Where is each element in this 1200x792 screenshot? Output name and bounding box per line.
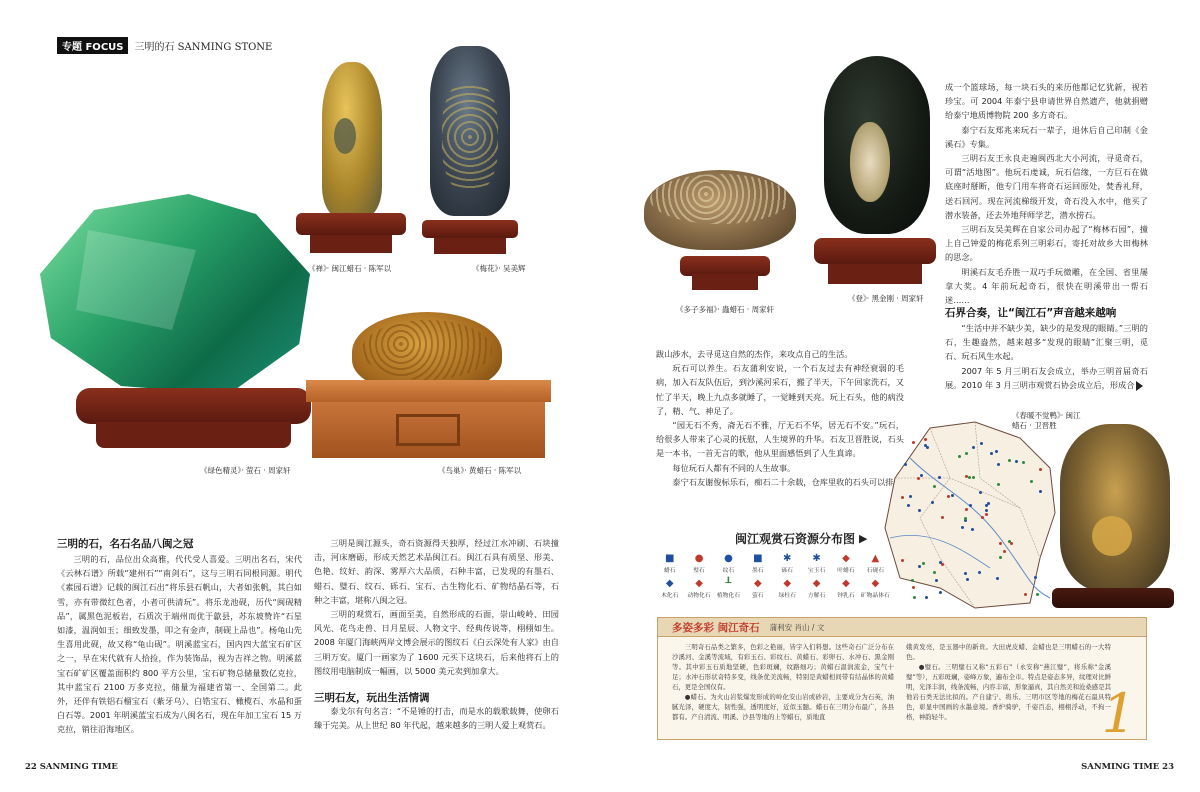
legend-label: 木化石 (660, 593, 679, 599)
legend-item (714, 553, 743, 574)
map-marker-icon (1039, 468, 1042, 471)
stone-lvse-image (36, 190, 316, 460)
map-marker-icon (999, 556, 1002, 559)
legend-label: 墨石 (752, 568, 764, 574)
legend-item (655, 553, 684, 574)
paragraph: ●璧石。三明璧石又称“五彩石”（永安称“燕江璧”，将乐称“金溪璧”等），五彩斑斓，姿峰万象，遍布全市。特点是姿态多异，纹理对比鲜明，光泽丰润，线条流畅，内容丰富，形象逼真，其自然美和沧桑感是其他岩石类无法比拟的。产自建宁、将乐、三明市区等地的梅花石最具特色，彰显中国画的水墨意境。香炉骑驴，千姿百态，栩栩浮动，不拘一格，神韵轻牛。 (906, 663, 1111, 721)
map-marker-icon (938, 476, 941, 479)
legend-symbol-icon: ▲ (871, 553, 880, 564)
map-marker-icon (918, 509, 921, 512)
legend-symbol-icon: ■ (664, 553, 675, 564)
legend-symbol-icon: ■ (753, 553, 763, 564)
map-marker-icon (917, 477, 920, 480)
map-marker-icon (1015, 460, 1018, 463)
map-title-arrow-icon: ▶ (859, 532, 868, 545)
footer-right: SANMING TIME 23 (1081, 762, 1174, 772)
map-marker-icon (1039, 490, 1042, 493)
map-marker-icon (912, 586, 915, 589)
sidebar-article-col1 (672, 642, 894, 722)
legend-label: 植物化石 (716, 593, 741, 599)
map-marker-icon (920, 474, 923, 477)
map-marker-icon (999, 542, 1002, 545)
legend-label: 蜡石 (663, 568, 676, 574)
map-marker-icon (1022, 461, 1025, 464)
left-column-2 (314, 536, 559, 678)
caption-duozi: 《多子多福》· 蟲蜡石 · 周家轩 (676, 305, 775, 314)
map-marker-icon (1010, 542, 1013, 545)
legend-item (861, 553, 890, 574)
legend-item (773, 578, 802, 599)
caption-lvse: 《绿色精灵》· 萤石 · 周家轩 (200, 466, 291, 475)
map-marker-icon (901, 496, 904, 499)
map-marker-icon (987, 502, 990, 505)
map-marker-icon (925, 596, 928, 599)
map-title-text: 闽江观赏石资源分布图 (735, 532, 856, 546)
map-marker-icon (965, 508, 968, 511)
map-marker-icon (933, 485, 936, 488)
legend-label: 璧石 (693, 568, 705, 574)
map-marker-icon (972, 476, 975, 479)
paragraph: 三明奇石品类之繁多，色彩之艳丽，皆宇入们料想。这些奇石广泛分布在沙溪河、金溪等流域，有彩玉石、彩纹石、黄蜡石、彩卵石、水冲石、黑金刚等。其中彩玉石质地坚硬，色彩斑斓，纹路细巧；黄蜡石温润流金，宝气十足；水冲石形状奇特多变，线条优美流畅，特别是黄蜡相间带有结晶体的黄蜡石，更是全国仅有。 (672, 643, 894, 691)
legend-item (743, 553, 772, 574)
legend-label: 钟乳石 (837, 593, 855, 599)
paragraph: 三明石友王永良走遍闽西北大小河流，寻觅奇石，可谓“活地图”。他玩石虔诚，玩石信缘，一方巨石在做底座时掰断，他专门用车将奇石运回原处，焚香礼拜，送石回河。现在河流梯级开发，奇石没入水中，他买了潜水装备，还去外地拜师学艺，潜水捞石。 (945, 153, 1148, 220)
map-marker-icon (978, 571, 981, 574)
legend-symbol-icon: ● (724, 553, 733, 564)
map-marker-icon (939, 561, 942, 564)
paragraph: 明溪石友毛乔胜一双巧手玩微雕，在全国、省里屡拿大奖。4 年前玩起奇石，很快在明溪带出一帮石迷…… (945, 266, 1148, 306)
caption-deng: 《登》· 黑金刚 · 周家轩 (848, 294, 924, 303)
map-marker-icon (980, 442, 983, 445)
map-marker-icon (935, 579, 938, 582)
legend-symbol-icon: ● (694, 553, 704, 564)
paragraph: 三明石友吴美辉在自家公司办起了“梅林石园”，撞上自己钟爱的梅花系列三明彩石，寄托对故乡大田梅林的思念。 (945, 224, 1148, 263)
map-marker-icon (997, 463, 1000, 466)
map-marker-icon (985, 509, 988, 512)
map-marker-icon (966, 578, 969, 581)
legend-label: 方解石 (807, 593, 826, 599)
legend-symbol-icon: ✱ (782, 553, 792, 564)
section-title: 三明的石 SANMING STONE (134, 41, 273, 53)
paragraph: 每位玩石人都有不同的人生故事。 (672, 462, 796, 473)
continue-arrow-icon (1136, 381, 1143, 391)
legend-item (655, 578, 684, 599)
legend-label: 绿柱石 (778, 593, 796, 599)
map-marker-icon (913, 596, 916, 599)
legend-label: 动物化石 (687, 593, 711, 599)
footer-left: 22 SANMING TIME (25, 762, 118, 772)
paragraph: “生活中并不缺少美，缺少的是发现的眼睛。”三明的石，生趣盎然，越来越多“发现的眼睛”汇聚三明，觅石、玩石风生水起。 (945, 323, 1148, 362)
paragraph: 玩石可以养生。石友蒲利安说，一个石友过去有神经衰弱的毛病，加入石友队伍后，到沙溪河采石，搬了半天，下午回家洗石，又忙了半天，晚上九点多就睡了，一觉睡到天亮。玩上石头，他的病没了，精、气、神足了。 (656, 363, 904, 416)
legend-item (831, 578, 860, 599)
map-marker-icon (961, 526, 964, 529)
legend-item (684, 553, 713, 574)
legend-label: 砾石 (781, 568, 793, 574)
paragraph: 成一个篮球场，每一块石头的来历他都记忆犹新，视若珍宝。可 2004 年泰宁县申请世界自然遗产，他就捐赠给泰宁地质博物院 200 多方奇石。 (945, 82, 1148, 121)
map-marker-icon (904, 463, 907, 466)
caption-niaochao: 《鸟巢》· 黄蜡石 · 陈军以 (438, 466, 522, 475)
map-marker-icon (979, 491, 982, 494)
caption-meihua: 《梅花》· 吴美辉 (472, 264, 526, 273)
map-marker-icon (997, 483, 1000, 486)
sidebar-article-author: 蒲利安 肖山 / 文 (769, 622, 825, 632)
stone-deng-image (810, 52, 940, 292)
paragraph: 三明的观赏石，画面至美，自然形成的石面，崇山峻岭、田园风光、花鸟走兽、日月星辰、人物文字、经典传说等，栩栩如生。2008 年厦门海峡两岸文博会展示的图纹石《白云深处有人家》由自三明万安。厦门一画家为了 1600 元买下这块石，后来他将石上的图纹用电脑制成一幅画，以 5000 美元卖到加拿大。 (314, 609, 559, 676)
sidebar-article-number: 1 (1101, 682, 1136, 745)
map-marker-icon (964, 517, 967, 520)
map-marker-icon (965, 452, 968, 455)
right-column-2 (945, 321, 1148, 392)
legend-item (743, 578, 772, 599)
map-marker-icon (971, 528, 974, 531)
map-marker-icon (933, 571, 936, 574)
map-marker-icon (1034, 576, 1037, 579)
map-marker-icon (995, 450, 998, 453)
paragraph: 娥黄发亮，是玉器中的新贵。大田虎皮蜡、金蜡也是三明蜡石的一大特色。 (906, 643, 1111, 661)
legend-item (861, 578, 890, 599)
map-title (735, 530, 867, 547)
legend-symbol-icon: ◆ (812, 578, 821, 589)
sidebar-article (657, 617, 1147, 745)
map-marker-icon (901, 559, 904, 562)
paragraph: 跋山涉水，去寻觅这自然的杰作，来攻点自己的生活。 (656, 349, 853, 359)
legend-symbol-icon: ◆ (695, 578, 703, 589)
map-marker-icon (939, 591, 942, 594)
legend-symbol-icon: ◆ (842, 578, 850, 589)
paragraph: 三明是闽江源头，奇石资源得天独厚，经过江水冲刷、石块撞击，河床磨砺，形成天然艺术品闽江石。闽江石具有质坚、形美、色艳、纹好、韵深、雾厚六大品质，石种丰富，已发现的有墨石、蜡石、璧石、纹石、砾石、宝石、古生物化石、矿物结晶石等，石种之丰富，堪称八闽之冠。 (314, 538, 559, 605)
paragraph: 泰戈尔有句名言：“不是锤的打击，而是水的载歌载舞，使卵石臻于完美。从上世纪 80 年代起，越来越多的三明人爱上观赏石。 (314, 706, 559, 731)
map-marker-icon (909, 495, 912, 498)
legend-symbol-icon: ◆ (842, 553, 850, 564)
map-marker-icon (958, 455, 961, 458)
right-center-column (656, 347, 904, 489)
sidebar-article-title: 多姿多彩 闽江奇石 (672, 621, 760, 634)
map-marker-icon (922, 562, 925, 565)
legend-label: 萤石 (752, 593, 764, 599)
paragraph: 三明的石，品位出众高雅，代代受人喜爱。三明出名石，宋代《云林石谱》所载“建州石”“南剑石”，这与三明石同根同源。明代《素园石谱》记载的闽江石出“将乐县石帆山，大者如张帆，其白如雪，亦有带微红色者，小者可供清玩”。将乐龙池砚，历代“闽砚精品”，属黑色泥板岩，石质次于端州而优于歙县，苏东坡赞许“石星如漆，温润如玉；细致发墨，叩之有金声，制砚上品也”。杨龟山先生喜用此砚，故又称“龟山砚”。明溪蓝宝石，国内四大蓝宝石矿区之一，早在宋代就有人拾捡，作为装饰品，视为吉祥之物。明溪蓝宝石矿矿区覆盖面积约 800 平方公里，宝石矿物总储量数亿克拉，其中蓝宝石 2100 万多克拉，储量为福建省第一、全国第二。此外，还伴有铁铝石榴宝石（紫牙乌）、白锆宝石、橄榄石、水晶和蛋白石等。2001 年明溪蓝宝石成为八闽名石，现在年加工宝石 15 万克拉，销往沿海地区。 (57, 554, 302, 735)
legend-item (773, 553, 802, 574)
map-marker-icon (947, 495, 950, 498)
legend-item (684, 578, 713, 599)
map-marker-icon (1036, 593, 1039, 596)
map-marker-icon (1003, 550, 1006, 553)
legend-symbol-icon: ┸ (725, 578, 732, 589)
map-marker-icon (911, 579, 914, 582)
stone-duozi-image (640, 164, 800, 294)
map-marker-icon (965, 475, 968, 478)
map-marker-icon (912, 441, 915, 444)
legend-label: 宝玉石 (807, 568, 826, 574)
paragraph: ●蜡石。为火山岩浆爆发形成的岭化安山岩或砂岩，主要成分为石英，油腻光泽，硬度大，韧性强，透明度好，近似玉髓。蜡石在三明分布最广，各县都有。产自清流、明溪、沙县等地的上等蜡石，质地直 (672, 693, 894, 721)
legend-label: 石砚石 (866, 568, 885, 574)
map-marker-icon (924, 438, 927, 441)
map-marker-icon (990, 452, 993, 455)
caption-chan: 《禅》· 闽江蜡石 · 陈军以 (308, 264, 392, 273)
stone-meihua-image (420, 42, 520, 257)
sidebar-article-col2 (906, 642, 1111, 722)
map-marker-icon (981, 516, 984, 519)
map-marker-icon (1024, 593, 1027, 596)
map-marker-icon (1030, 480, 1033, 483)
legend-item (831, 553, 860, 574)
map-legend (655, 553, 890, 599)
map-dots (880, 418, 1060, 613)
map-marker-icon (918, 565, 921, 568)
left-column-2b (314, 704, 559, 732)
legend-symbol-icon: ◆ (753, 578, 762, 589)
left-heading-2: 三明石友，玩出生活情调 (314, 692, 430, 704)
map-marker-icon (985, 513, 988, 516)
legend-symbol-icon: ◆ (665, 578, 674, 589)
map-marker-icon (996, 577, 999, 580)
paragraph: 泰宁石友郑兆来玩石一辈子，退休后自己印制《金溪石》专集。 (945, 124, 1148, 149)
legend-label: 纹石 (722, 568, 735, 574)
map-marker-icon (969, 504, 972, 507)
legend-item (802, 578, 831, 599)
paragraph: “园无石不秀，斋无石不雅，厅无石不华，居无石不安。”玩石，给很多人带来了心灵的抚慰，人生境界的升华。石友卫晋胜说，石头是一本书，一首无言的歌，他从里面感悟到了人生真谛。 (656, 420, 904, 459)
legend-symbol-icon: ✱ (812, 553, 821, 564)
left-heading: 三明的石，名石名品八闽之冠 (57, 538, 194, 550)
section-tag: 专题 FOCUS (57, 37, 128, 54)
sidebar-article-header (658, 618, 1146, 637)
map-marker-icon (951, 494, 954, 497)
legend-symbol-icon: ◆ (783, 578, 792, 589)
map-marker-icon (941, 516, 944, 519)
left-column-1 (57, 552, 302, 737)
map-marker-icon (972, 446, 975, 449)
map-marker-icon (907, 504, 910, 507)
section-header (57, 37, 272, 53)
stone-chunnuan-image (1052, 420, 1177, 620)
paragraph: 泰宁石友谢俊标乐石，痴石二十余载，仓库里收的石头可以排 (672, 476, 894, 487)
legend-label: 矿物晶体石 (860, 593, 890, 599)
map-marker-icon (941, 563, 944, 566)
legend-item (802, 553, 831, 574)
map-marker-icon (964, 572, 967, 575)
map-marker-icon (1008, 459, 1011, 462)
right-heading: 石界合奏，让“闽江石”声音越来越响 (945, 307, 1117, 319)
map-marker-icon (931, 501, 934, 504)
map-marker-icon (968, 476, 971, 479)
caption-chunnuan: 《春暖不觉鸭》· 闽江蜡石 · 卫晋胜 (1012, 411, 1081, 430)
paragraph: 2007 年 5 月三明石友会成立，举办三明首届奇石展。2010 年 3 月三明市观赏石协会成立后，形成合 (945, 365, 1148, 390)
legend-label: 叶蜡石 (837, 568, 855, 574)
stone-niaochao-image (306, 310, 551, 462)
right-column (945, 80, 1148, 307)
legend-item (714, 578, 743, 599)
legend-symbol-icon: ◆ (871, 578, 880, 589)
